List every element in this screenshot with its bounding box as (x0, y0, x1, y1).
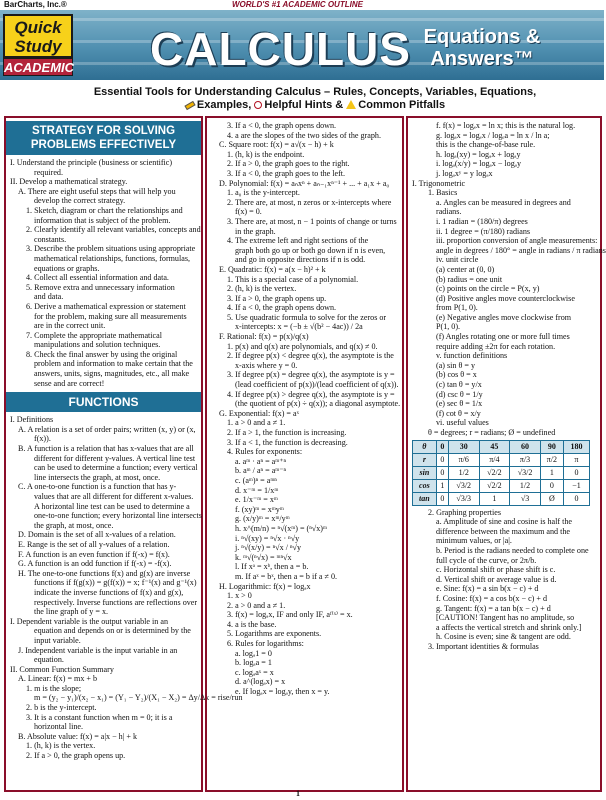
text-line: I. Understand the principle (business or scientific) (10, 158, 173, 167)
text-line: (a) center at (0, 0) (436, 264, 495, 274)
text-line: C. Square root: f(x) = a√(x − h) + k (219, 140, 334, 150)
text-line: k. ᵐ√(ⁿ√x) = ᵐⁿ√x (235, 552, 292, 562)
text-line: F. Rational: f(x) = p(x)/q(x) (219, 332, 309, 342)
text-line: 4. a is the base. (227, 619, 277, 629)
text-line: x-intercepts: x = (−b ± √(b² − 4ac)) / 2a (235, 322, 363, 332)
logo-quick-study: Quick Study (3, 14, 73, 58)
text-line: this is the change-of-base rule. (436, 140, 536, 150)
text-line: j. ⁿ√(x/y) = ⁿ√x / ⁿ√y (235, 543, 302, 553)
text-line: d. Vertical shift or average value is d. (436, 574, 557, 584)
text-line: J. Independent variable is the input variable in an (18, 645, 178, 655)
text-line: are in the correct unit. (34, 321, 106, 331)
text-line: II. Develop a mathematical strategy. (10, 177, 128, 187)
text-line: equations or graphs. (34, 263, 100, 273)
text-line: 2. Clearly identify all relevant variables, concepts and (26, 225, 201, 235)
text-line: 2. Graphing properties (428, 507, 502, 517)
text-line: c. (aᵐ)ⁿ = aᵐⁿ (235, 475, 277, 485)
text-line: the graph, at most, once. (34, 520, 114, 530)
text-line: B. Absolute value: f(x) = a|x − h| + k (18, 731, 137, 741)
text-line: and go in opposite directions if n is odd. (235, 255, 366, 265)
text-line: sense and are correct! (34, 378, 105, 388)
text-line: h. x^(m/n) = ⁿ√(xᵐ) = (ⁿ√x)ᵐ (235, 523, 327, 533)
text-line: 1. a > 0 and a ≠ 1. (227, 418, 286, 428)
table-cell: 0 (436, 440, 448, 453)
text-line: 1. m is the slope; (26, 683, 82, 693)
text-line: equation. (34, 655, 64, 665)
text-line: e. 1/x⁻ᵐ = xᵐ (235, 495, 278, 505)
text-line: 1. Basics (428, 188, 458, 198)
text-line: minimum values, or |a|. (436, 536, 512, 546)
section-banner-strategy: STRATEGY FOR SOLVING PROBLEMS EFFECTIVELY (6, 121, 201, 155)
text-line: F. A function is an even function if f(-x) = f(x). (18, 549, 170, 559)
header-stripe (0, 18, 604, 21)
text-line: 1. (h, k) is the vertex. (26, 741, 96, 751)
text-line: i. 1 radian = (180/π) degrees (436, 216, 528, 226)
text-line: g. Tangent: f(x) = a tan b(x − c) + d (436, 603, 551, 613)
table-cell: 1 (540, 466, 563, 479)
text-line: input variable. (34, 635, 81, 645)
text-line: 4. Collect all essential information and data. (26, 273, 169, 283)
table-cell: tan (413, 492, 437, 505)
text-line: f. f(x) = logₑx = ln x; this is the natural log. (436, 121, 576, 130)
text-line: e. Sine: f(x) = a sin b(x − c) + d (436, 584, 539, 594)
logo-academic: ACADEMIC (4, 60, 75, 75)
text-line: 3. If a < 0, the graph goes to the left. (227, 168, 346, 178)
text-line: 7. Complete the appropriate mathematical (26, 330, 162, 340)
text-line: A. There are eight useful steps that will help you (18, 186, 176, 196)
text-line: (c) tan θ = y/x (436, 380, 482, 390)
text-line: different for different y-values. A vertical line test (34, 453, 196, 463)
text-line: D. Polynomial: f(x) = aₙxⁿ + aₙ₋₁xⁿ⁻¹ + ... + a₁x + a₀ (219, 178, 390, 188)
text-line: difference between the maximum and the (436, 526, 571, 536)
warning-icon (346, 100, 356, 109)
text-line: answers, units, signs, magnitudes, etc., all make (34, 369, 190, 379)
text-line: require adding ±2π for each rotation. (436, 341, 556, 351)
text-line: 2. If a > 0, the graph opens up. (26, 751, 126, 761)
text-line: I. Trigonometric (412, 178, 466, 188)
text-line: (lead coefficient of p(x))/(lead coefficient of q(x)). (235, 380, 399, 390)
text-line: vi. useful values (436, 418, 489, 428)
text-line: C. A one-to-one function is a function that has y- (18, 482, 177, 492)
text-line: l. If xᵃ = xᵇ, then a = b. (235, 562, 309, 572)
table-cell: 1/2 (510, 479, 541, 492)
text-line: d. a^(logₐx) = x (235, 677, 286, 687)
text-line: 4. If a < 0, the graph opens down. (227, 303, 337, 313)
text-line: a. aᵐ · aⁿ = aᵐ⁺ⁿ (235, 456, 287, 466)
text-line: 3. There are, at most, n − 1 points of change or turns (227, 216, 397, 226)
text-line: (c) points on the circle = P(x, y) (436, 284, 540, 294)
text-line: horizontal line. (34, 722, 83, 732)
text-line: g. (x/y)ᵐ = xᵐ/yᵐ (235, 514, 290, 524)
table-cell: r (413, 453, 437, 466)
text-line: f. Cosine: f(x) = a cos b(x − c) + d (436, 593, 548, 603)
text-line: I. Definitions (10, 415, 54, 425)
table-cell: cos (413, 479, 437, 492)
lightbulb-icon (254, 101, 262, 109)
publisher-brand: BarCharts, Inc.® (4, 0, 67, 9)
text-line: graph both go up or both go down if n is even, (235, 245, 386, 255)
text-line: the line graph of y = x. (34, 607, 109, 617)
table-cell: 0 (436, 466, 448, 479)
text-line: f(x)). (34, 434, 51, 444)
quick-study-logo (3, 14, 73, 80)
text-line: in the graph. (235, 226, 276, 236)
text-line: 6. Derive a mathematical expression or statement (26, 301, 186, 311)
text-line: h. Cosine is even; sine & tangent are odd. (436, 632, 571, 642)
text-line: iv. unit circle (436, 255, 479, 265)
text-line: m = (y₂ − y₁)/(x₂ − x₁) = (Y₁ − Y₂)/(X₁ − X₂) = Δy/Δx = rise/run (34, 693, 243, 703)
text-line: (d) Positive angles move counterclockwise (436, 293, 575, 303)
text-line: (e) Negative angles move clockwise from (436, 312, 572, 322)
text-line: 3. Describe the problem situations using appropriate (26, 244, 196, 254)
table-cell: π (563, 453, 589, 466)
text-line: problem and information to make certain that the (34, 359, 193, 369)
table-cell: 0 (563, 466, 589, 479)
text-line: 3. If a < 0, the graph opens down. (227, 121, 337, 130)
text-line: I. Dependent variable is the output variable in an (10, 616, 168, 626)
text-line: 3. f(x) = logₐx, IF and only IF, aᶠ⁽ˣ⁾ = x. (227, 610, 353, 620)
text-line: manipulations and solution techniques. (34, 340, 161, 350)
text-line: (a) sin θ = y (436, 360, 476, 370)
text-line: d. x⁻ᵐ = 1/xᵐ (235, 485, 279, 495)
text-line: E. Range is the set of all y-values of a relation. (18, 539, 170, 549)
text-line: f(x) = 0. (235, 207, 262, 217)
text-line: c. Horizontal shift or phase shift is c. (436, 565, 556, 575)
text-line: (e) sec θ = 1/x (436, 399, 483, 409)
text-line: 3. If a < 1, the function is decreasing. (227, 437, 348, 447)
text-line: m. If aˣ = bˣ, then a = b if a ≠ 0. (235, 571, 338, 581)
text-line: D. Domain is the set of all x-values of a relation. (18, 530, 176, 540)
table-cell: √2/2 (479, 479, 510, 492)
text-line: radians. (436, 207, 462, 217)
intro-line2: Examples, Helpful Hints & Common Pitfalls (80, 99, 550, 112)
table-cell: √3/2 (510, 466, 541, 479)
text-line: information that is subject of the problem. (34, 215, 171, 225)
text-line: values that are all different for different x-values. (34, 492, 194, 501)
text-line: i. ⁿ√(xy) = ⁿ√x · ⁿ√y (235, 533, 300, 543)
text-line: 3. If degree p(x) = degree q(x), the asymptote is y = (227, 370, 395, 380)
text-line: f. (xy)ᵐ = xᵐyᵐ (235, 504, 284, 514)
text-line: θ = degrees; r = radians; Ø = undefined (428, 428, 556, 437)
text-line: g. logₐx = logₑx / logₑa = ln x / ln a; (436, 130, 550, 140)
text-line: ii. 1 degree = (π/180) radians (436, 226, 531, 236)
text-line: 2. If a > 0, the graph goes to the right. (227, 159, 350, 169)
text-line: 3. Important identities & formulas (428, 641, 539, 651)
text-line: a. Angles can be measured in degrees and (436, 197, 571, 207)
text-line: 1. p(x) and q(x) are polynomials, and q(x) ≠ 0. (227, 341, 378, 351)
table-cell: Ø (540, 492, 563, 505)
text-line: required. (34, 167, 63, 177)
text-line: 2. If a > 1, the function is increasing. (227, 428, 347, 437)
text-line: x-axis where y = 0. (235, 360, 298, 370)
table-cell: 1 (479, 492, 510, 505)
table-cell: π/6 (448, 453, 479, 466)
page-number: 1 (296, 789, 300, 798)
text-line: 6. Rules for logarithms: (227, 639, 304, 649)
text-line: B. A function is a relation that has x-values that are all (18, 444, 194, 454)
text-line: 1. x > 0 (227, 591, 252, 601)
text-line: constants. (34, 234, 67, 244)
text-line: c. logₐaˣ = x (235, 667, 274, 677)
text-line: respectively. Inverse functions are reflections over (34, 597, 198, 607)
text-line: (d) csc θ = 1/y (436, 389, 483, 399)
table-row (413, 492, 590, 505)
table-cell: π/2 (540, 453, 563, 466)
trig-values-table (412, 440, 590, 506)
text-line: line intersects the graph, at most, once. (34, 472, 161, 482)
table-row (413, 453, 590, 466)
text-line: and data. (34, 292, 64, 302)
text-line: 1. Sketch, diagram or chart the relationships and (26, 205, 183, 215)
table-cell: 180 (563, 440, 589, 453)
text-line: 2. If degree p(x) < degree q(x), the asymptote is the (227, 351, 394, 361)
page-subtitle: Equations & Answers™ (423, 26, 541, 70)
text-line: iii. proportion conversion of angle measurements: (436, 236, 598, 246)
text-line: j. logₐxʸ = y logₐx (436, 168, 493, 178)
table-cell: 30 (448, 440, 479, 453)
text-line: 8. Check the final answer by using the original (26, 349, 178, 359)
text-line: a. Amplitude of sine and cosine is half the (436, 517, 572, 527)
text-line: mathematical relationships, functions, formulas, (34, 253, 190, 263)
table-header-row (413, 440, 590, 453)
table-cell: √3/3 (448, 492, 479, 505)
table-row (413, 479, 590, 492)
text-line: functions if f(g(x)) = g(f(x)) = x; f⁻¹(x) and g⁻¹(x) (34, 578, 197, 588)
table-cell: 1 (436, 479, 448, 492)
text-line: P(1, 0). (436, 322, 461, 332)
text-line: II. Common Function Summary (10, 664, 114, 674)
tagline: WORLD'S #1 ACADEMIC OUTLINE (232, 0, 363, 9)
table-cell: θ (413, 440, 437, 453)
text-line: (f) Angles rotating one or more full times (436, 332, 570, 342)
text-line: b. Period is the radians needed to complete one (436, 545, 589, 555)
text-line: E. Quadratic: f(x) = a(x − h)² + k (219, 264, 326, 274)
table-row (413, 466, 590, 479)
intro-text (80, 86, 550, 112)
text-line: from P(1, 0). (436, 303, 478, 313)
text-line: 1. (h, k) is the endpoint. (227, 149, 305, 159)
text-line: 2. There are, at most, n zeros or x-intercepts where (227, 197, 392, 207)
text-line: 4. The extreme left and right sections of the (227, 236, 369, 246)
text-line: 1. This is a special case of a polynomial. (227, 274, 359, 284)
text-line: [CAUTION! Tangent has no amplitude, so (436, 613, 575, 623)
text-line: equation and depends on or is determined by the (34, 626, 191, 636)
text-line: v. function definitions (436, 351, 508, 361)
text-line: can be used to determine a function; every vertical (34, 463, 198, 473)
text-line: (f) cot θ = x/y (436, 408, 481, 418)
right-list-top (412, 121, 606, 438)
text-line: A. Linear: f(x) = mx + b (18, 674, 98, 684)
column-middle (205, 116, 404, 792)
text-line: e. If logₐx = logₐy, then x = y. (235, 687, 330, 697)
text-line: 2. b is the y-intercept. (26, 703, 97, 713)
text-line: G. A function is an odd function if f(-x) = -f(x). (18, 559, 172, 569)
header-banner (0, 10, 604, 80)
table-cell: π/3 (510, 453, 541, 466)
top-bar (0, 0, 604, 10)
table-cell: 1/2 (448, 466, 479, 479)
strategy-list (10, 158, 201, 388)
text-line: 5. Remove extra and unnecessary information (26, 282, 175, 292)
text-line: 4. a are the slopes of the two sides of the graph. (227, 130, 381, 140)
intro-line1: Essential Tools for Understanding Calculus – Rules, Concepts, Variables, Equations, (93, 86, 537, 98)
table-cell: 0 (436, 453, 448, 466)
text-line: angle in degrees / 180° = angle in radians / π radians (436, 245, 606, 255)
text-line: h. logₐ(xy) = logₐx + logₐy (436, 149, 521, 159)
text-line: 5. Logarithms are exponents. (227, 629, 322, 639)
text-line: a affects the vertical stretch and shrink only.] (436, 622, 582, 632)
text-line: A. A relation is a set of order pairs; written (x, y) or (x, (18, 424, 196, 434)
middle-list (211, 121, 401, 697)
text-line: develop the correct strategy. (34, 196, 126, 206)
right-list-bottom (412, 508, 596, 652)
text-line: H. The one-to-one functions f(x) and g(x) are inverse (18, 568, 191, 578)
table-cell: 0 (436, 492, 448, 505)
text-line: H. Logarithmic: f(x) = logₐx (219, 581, 311, 591)
text-line: 4. Rules for exponents: (227, 447, 303, 457)
text-line: G. Exponential: f(x) = aˣ (219, 408, 299, 418)
text-line: full cycle of the curve, or 2π/b. (436, 555, 537, 565)
section-banner-functions: FUNCTIONS (6, 392, 201, 412)
text-line: 3. If a > 0, the graph opens up. (227, 293, 327, 303)
table-cell: 0 (540, 479, 563, 492)
text-line: (b) cos θ = x (436, 370, 477, 380)
text-line: 2. a > 0 and a ≠ 1. (227, 600, 286, 610)
table-cell: 60 (510, 440, 541, 453)
text-line: indicate the inverse functions of f(x) and g(x), (34, 587, 184, 597)
table-cell: √3 (510, 492, 541, 505)
table-cell: 0 (563, 492, 589, 505)
text-line: 2. (h, k) is the vertex. (227, 284, 297, 294)
text-line: one-to-one function; every horizontal line intersects (34, 511, 202, 521)
text-line: b. logₐa = 1 (235, 658, 272, 668)
text-line: 3. It is a constant function when m = 0; it is a (26, 712, 173, 722)
text-line: a. logₐ1 = 0 (235, 648, 272, 658)
table-cell: √3/2 (448, 479, 479, 492)
table-cell: π/4 (479, 453, 510, 466)
table-cell: −1 (563, 479, 589, 492)
text-line: 5. Use quadratic formula to solve for the zeros or (227, 312, 387, 322)
pencil-icon (184, 101, 195, 110)
text-line: A horizontal line test can be used to determine a (34, 501, 190, 511)
table-cell: √2/2 (479, 466, 510, 479)
text-line: (b) radius = one unit (436, 274, 503, 284)
text-line: 4. If degree p(x) > degree q(x), the asymptote is y = (227, 389, 395, 399)
text-line: for the problem, making sure all measurements (34, 311, 187, 321)
page-title: CALCULUS (150, 23, 411, 75)
table-cell: 90 (540, 440, 563, 453)
text-line: b. aᵐ / aⁿ = aᵐ⁻ⁿ (235, 466, 287, 476)
text-line: i. logₐ(x/y) = logₐx − logₐy (436, 159, 522, 169)
table-cell: 45 (479, 440, 510, 453)
text-line: 1. a₀ is the y-intercept. (227, 188, 300, 198)
table-cell: sin (413, 466, 437, 479)
column-right (406, 116, 606, 792)
text-line: (the quotient of p(x) ÷ q(x)); a diagonal asymptote. (235, 399, 401, 409)
